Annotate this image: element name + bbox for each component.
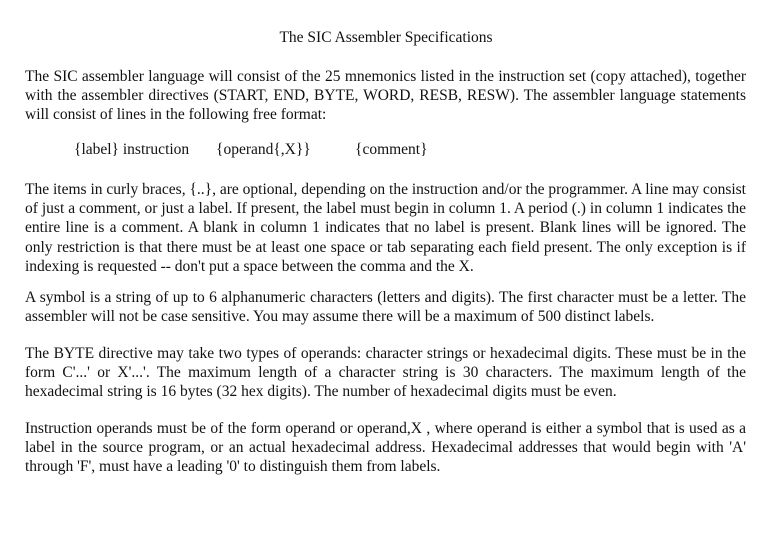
document-title: The SIC Assembler Specifications xyxy=(279,29,493,46)
format-label-instruction: {label} instruction xyxy=(74,141,190,158)
paragraph-optional-items: The items in curly braces, {..}, are optional, depending on the instruction and/or the programmer. A line may consist of just a comment, or just a label. If present, the label must begin in column 1. A period (.) in column 1 indicates the entire line is a comment. A blank in column 1 indicates that no label is present. Blank lines will be ignored. The only restriction is that there must be at least one space or tab separating each field present. The only exception is if indexing is requested -- don't put a space between the comma and the X. xyxy=(25,181,746,275)
paragraph-byte-directive: The BYTE directive may take two types of operands: character strings or hexadecimal digits. These must be in the form C'...' or X'...'. The maximum length of a character string is 30 characters. The maximum length of the hexadecimal string is 16 bytes (32 hex digits). The number of hexadecimal digits must be even. xyxy=(25,345,746,401)
format-operand: {operand{,X}} xyxy=(216,141,311,158)
paragraph-instruction-operands: Instruction operands must be of the form operand or operand,X , where operand is either a symbol that is used as a label in the source program, or an actual hexadecimal address. Hexadecimal addresses that would begin with 'A' through 'F', must have a leading '0' to distinguish them from labels. xyxy=(25,420,746,476)
paragraph-symbols: A symbol is a string of up to 6 alphanumeric characters (letters and digits). The first character must be a letter. The assembler will not be case sensitive. You may assume there will be a maximum of 500 distinct labels. xyxy=(25,289,746,326)
paragraph-intro: The SIC assembler language will consist of the 25 mnemonics listed in the instruction set (copy attached), together with the assembler directives (START, END, BYTE, WORD, RESB, RESW). The assembler language statements will consist of lines in the following free format: xyxy=(25,68,746,124)
format-comment: {comment} xyxy=(355,141,428,158)
